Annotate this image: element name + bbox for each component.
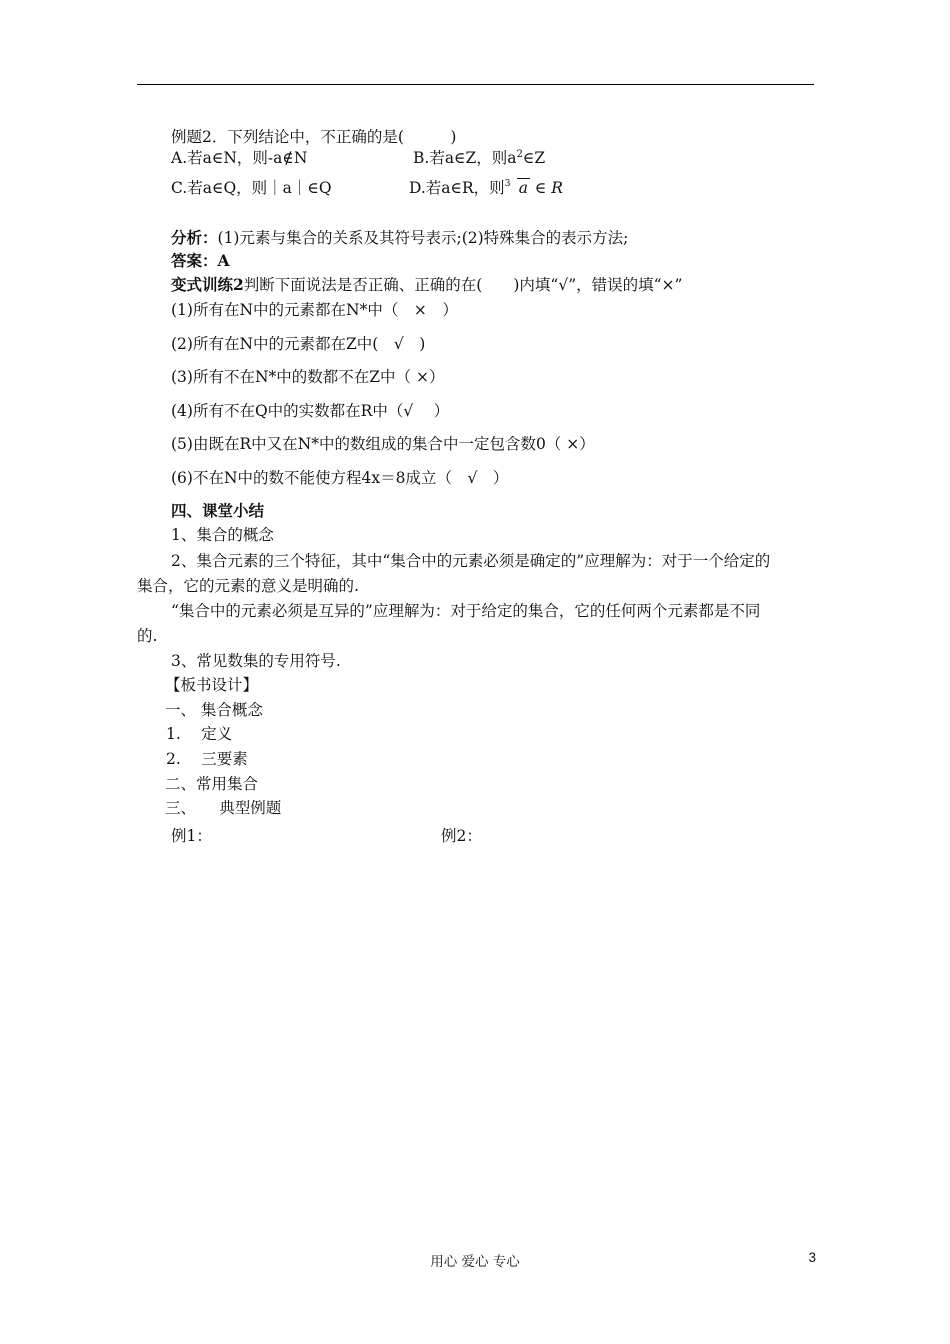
answer: 答案：A bbox=[171, 251, 230, 270]
summary-item: 2、集合元素的三个特征，其中“集合中的元素必须是确定的”应理解为：对于一个给定的 bbox=[171, 552, 771, 570]
variant-training-2: 变式训练2判断下面说法是否正确、正确的在( )内填“√”，错误的填“×” bbox=[171, 275, 683, 294]
board-line: 1. 定义 bbox=[166, 725, 233, 743]
board-design-heading: 【板书设计】 bbox=[165, 676, 259, 694]
board-line: 三、 典型例题 bbox=[165, 799, 282, 817]
board-example-1: 例1： bbox=[171, 827, 212, 845]
variant-item: (1)所有在N中的元素都在N*中（ × ） bbox=[171, 301, 458, 319]
summary-heading: 四、课堂小结 bbox=[171, 501, 265, 520]
header-rule bbox=[137, 84, 814, 85]
option-c: C.若a∈Q，则｜a｜∈Q bbox=[171, 179, 332, 197]
summary-item: 1、集合的概念 bbox=[171, 526, 274, 544]
board-example-2: 例2： bbox=[441, 827, 482, 845]
summary-item: 3、常见数集的专用符号. bbox=[171, 652, 341, 670]
option-a: A.若a∈N，则-a∉N bbox=[171, 149, 308, 167]
board-line: 二、常用集合 bbox=[165, 775, 259, 793]
variant-item: (6)不在N中的数不能使方程4x＝8成立（ √ ） bbox=[171, 469, 509, 487]
cube-root: 3 a bbox=[504, 179, 528, 197]
variant-item: (4)所有不在Q中的实数都在R中（√ ） bbox=[171, 402, 450, 420]
summary-item-cont: 的. bbox=[137, 627, 158, 645]
variant-item: (3)所有不在N*中的数都不在Z中（ ×） bbox=[171, 368, 445, 386]
summary-item: “集合中的元素必须是互异的”应理解为：对于给定的集合，它的任何两个元素都是不同 bbox=[171, 602, 761, 620]
page-number: 3 bbox=[808, 1250, 816, 1265]
board-line: 一、 集合概念 bbox=[165, 701, 263, 719]
option-d: D.若a∈R，则 3 a ∈ R bbox=[409, 179, 563, 197]
board-line: 2. 三要素 bbox=[166, 750, 248, 768]
example-2-title: 例题2．下列结论中，不正确的是( ) bbox=[171, 128, 457, 146]
analysis: 分析：(1)元素与集合的关系及其符号表示;(2)特殊集合的表示方法; bbox=[171, 228, 629, 247]
footer-text: 用心 爱心 专心 bbox=[430, 1254, 520, 1270]
summary-item-cont: 集合，它的元素的意义是明确的. bbox=[137, 577, 359, 595]
option-b: B.若a∈Z，则$a^2\in Z$ bbox=[413, 148, 546, 167]
variant-item: (2)所有在N中的元素都在Z中( √ ) bbox=[171, 335, 426, 353]
variant-item: (5)由既在R中又在N*中的数组成的集合中一定包含数0（ ×） bbox=[171, 435, 595, 453]
